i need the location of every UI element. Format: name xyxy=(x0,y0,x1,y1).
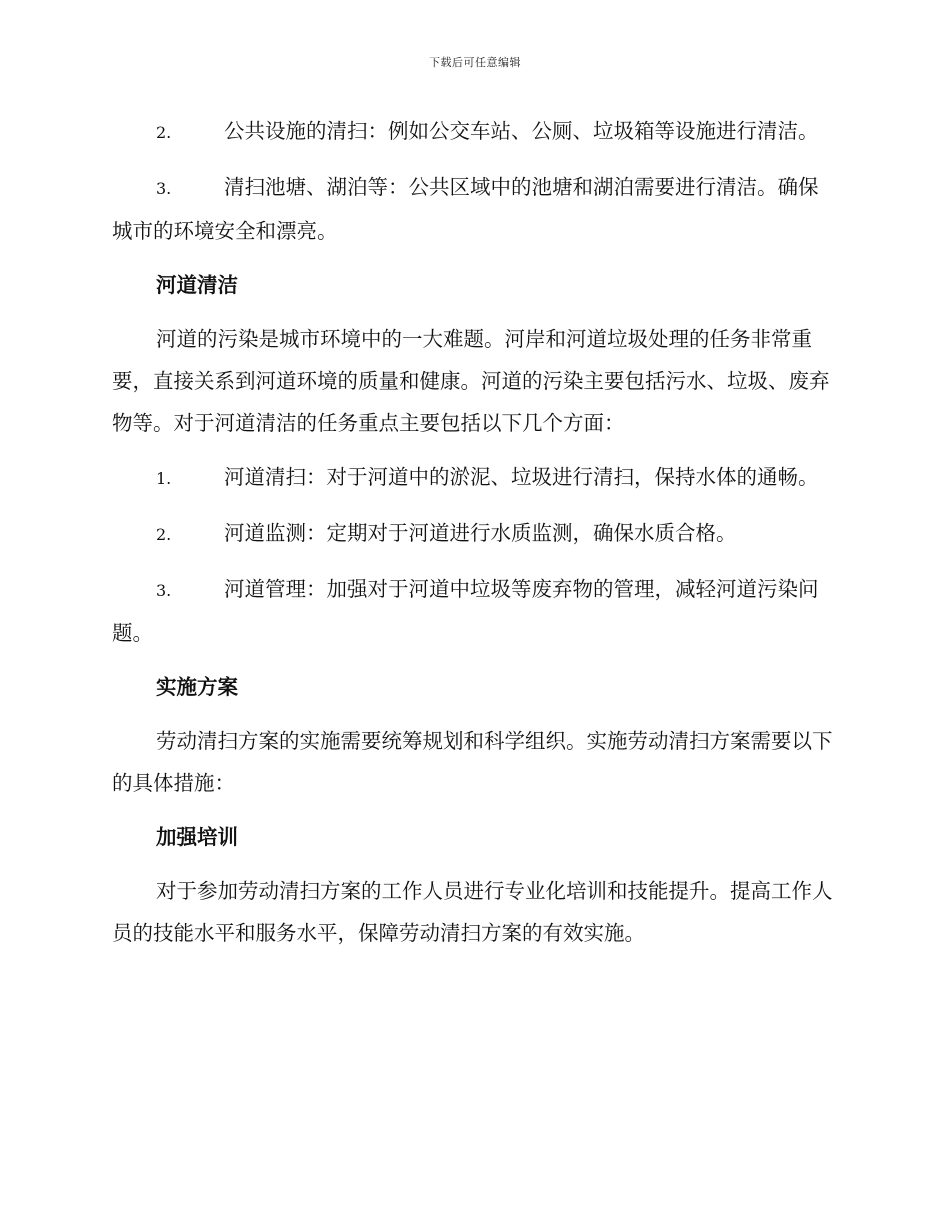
list-text: 清扫池塘、湖泊等：公共区域中的池塘和湖泊需要进行清洁。确保城市的环境安全和漂亮。 xyxy=(112,175,819,243)
paragraph-plan: 劳动清扫方案的实施需要统筹规划和科学组织。实施劳动清扫方案需要以下的具体措施： xyxy=(112,729,833,795)
list-text: 河道清扫：对于河道中的淤泥、垃圾进行清扫，保持水体的通畅。 xyxy=(224,465,819,489)
list-item xyxy=(112,110,836,154)
list-item xyxy=(112,512,836,556)
list-item xyxy=(112,166,836,252)
list-item xyxy=(112,568,836,654)
paragraph-river: 河道的污染是城市环境中的一大难题。河岸和河道垃圾处理的任务非常重要，直接关系到河道环境的质量和健康。河道的污染主要包括污水、垃圾、废弃物等。对于河道清洁的任务重点主要包括以下几个方面： xyxy=(112,327,830,435)
paragraph-training: 对于参加劳动清扫方案的工作人员进行专业化培训和技能提升。提高工作人员的技能水平和服务水平，保障劳动清扫方案的有效实施。 xyxy=(112,879,833,945)
page-header: 下载后可任意编辑 xyxy=(429,56,521,69)
section-heading-training: 加强培训 xyxy=(156,825,238,849)
list-number: 3. xyxy=(156,581,172,600)
list-text: 公共设施的清扫：例如公交车站、公厕、垃圾箱等设施进行清洁。 xyxy=(224,119,819,143)
document-body xyxy=(112,110,836,966)
list-text: 河道管理：加强对于河道中垃圾等废弃物的管理，减轻河道污染问题。 xyxy=(112,577,819,645)
list-text: 河道监测：定期对于河道进行水质监测，确保水质合格。 xyxy=(224,521,737,545)
list-number: 1. xyxy=(156,469,172,488)
list-number: 3. xyxy=(156,179,172,198)
list-item xyxy=(112,456,836,500)
list-number: 2. xyxy=(156,123,172,142)
list-number: 2. xyxy=(156,525,172,544)
section-heading-plan: 实施方案 xyxy=(156,675,238,699)
section-heading-river: 河道清洁 xyxy=(156,273,238,297)
